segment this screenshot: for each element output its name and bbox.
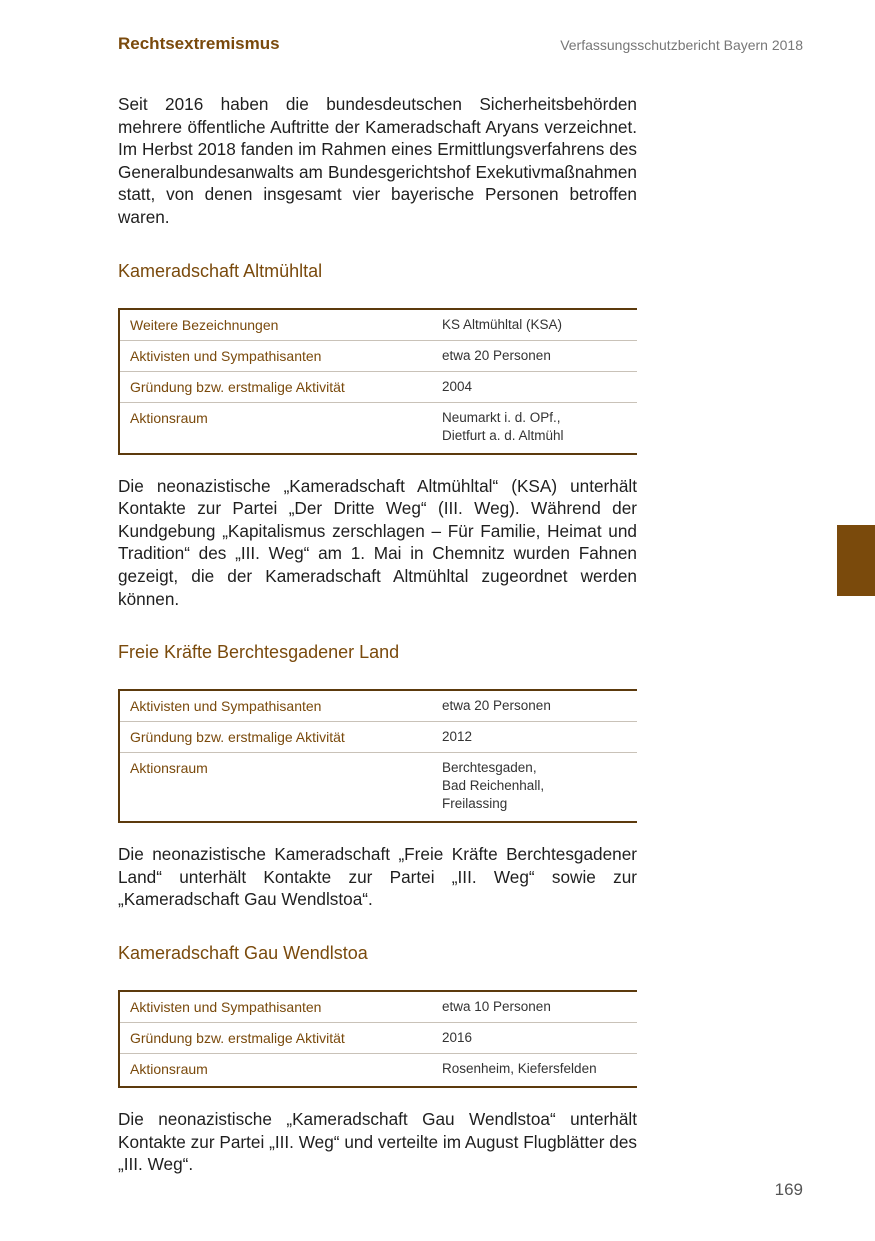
row-label: Aktivisten und Sympathisanten [119, 991, 432, 1023]
table-row [119, 371, 637, 402]
row-value: etwa 20 Personen [432, 340, 637, 371]
running-header-publication: Verfassungsschutzbericht Bayern 2018 [560, 37, 803, 53]
section-title-altmuehltal: Kameradschaft Altmühltal [118, 260, 323, 281]
info-table-berchtesgaden [118, 689, 637, 823]
row-label: Gründung bzw. erstmalige Aktivität [119, 722, 432, 753]
table-row [119, 690, 637, 722]
row-value: Berchtesgaden, Bad Reichenhall, Freilassing [442, 760, 545, 812]
row-label: Aktionsraum [130, 1060, 208, 1077]
intro-paragraph: Seit 2016 haben die bundesdeutschen Sicherheitsbehörden mehrere öffentliche Auftritte der Kameradschaft Aryans verzeichnet. Im Herbst 2018 fanden im Rahmen eines Ermittlungsverfahrens des Generalbundesanwalts am Bundesgerichtshof Exekutivmaßnahmen statt, von denen insgesamt vier bayerische Personen betroffen waren. [118, 94, 637, 227]
table-row [119, 309, 637, 341]
page-number: 169 [774, 1180, 803, 1199]
info-table-wendlstoa [118, 990, 637, 1088]
table-row [119, 991, 637, 1023]
row-value: KS Altmühltal (KSA) [432, 309, 637, 341]
paragraph-wendlstoa: Die neonazistische „Kameradschaft Gau Wendlstoa“ unterhält Kontakte zur Partei „III. Weg“ und verteilte im August Flugblätter des „III. Weg“. [118, 1108, 637, 1175]
row-label: Aktivisten und Sympathisanten [119, 340, 432, 371]
row-value: Rosenheim, Kiefersfelden [442, 1060, 597, 1076]
info-table-altmuehltal [118, 308, 637, 455]
row-label: Gründung bzw. erstmalige Aktivität [119, 1022, 432, 1053]
section-title-berchtesgaden: Freie Kräfte Berchtesgadener Land [118, 642, 400, 663]
row-value: etwa 10 Personen [432, 991, 637, 1023]
page-content [118, 93, 637, 1176]
chapter-marker-tab [837, 525, 875, 596]
table-row [119, 340, 637, 371]
row-value: 2016 [432, 1022, 637, 1053]
row-value: 2004 [432, 371, 637, 402]
row-value: 2012 [432, 722, 637, 753]
row-label: Weitere Bezeichnungen [119, 309, 432, 341]
running-header-section: Rechtsextremismus [118, 34, 280, 53]
table-row [119, 1053, 637, 1087]
row-label: Aktionsraum [130, 760, 208, 777]
table-row [119, 753, 637, 823]
row-label: Aktivisten und Sympathisanten [119, 690, 432, 722]
row-value: etwa 20 Personen [432, 690, 637, 722]
paragraph-berchtesgaden: Die neonazistische Kameradschaft „Freie Kräfte Berchtesgadener Land“ unterhält Kontakte zur Partei „III. Weg“ sowie zur „Kameradschaft Gau Wendlstoa“. [118, 844, 637, 910]
section-title-wendlstoa: Kameradschaft Gau Wendlstoa [118, 942, 368, 963]
row-label: Gründung bzw. erstmalige Aktivität [119, 371, 432, 402]
paragraph-altmuehltal: Die neonazistische „Kameradschaft Altmühltal“ (KSA) unterhält Kontakte zur Partei „Der Dritte Weg“ (III. Weg). Während der Kundgebung „Kapitalismus zerschlagen – Für Familie, Heimat und Tradition“ des „III. Weg“ am 1. Mai in Chemnitz wurden Fahnen gezeigt, die der Kameradschaft Altmühltal zugeordnet werden können. [118, 475, 637, 609]
table-row [119, 1022, 637, 1053]
row-label: Aktionsraum [130, 409, 208, 426]
table-row [119, 722, 637, 753]
row-value: Neumarkt i. d. OPf., Dietfurt a. d. Altmühl [442, 409, 564, 443]
table-row [119, 402, 637, 454]
